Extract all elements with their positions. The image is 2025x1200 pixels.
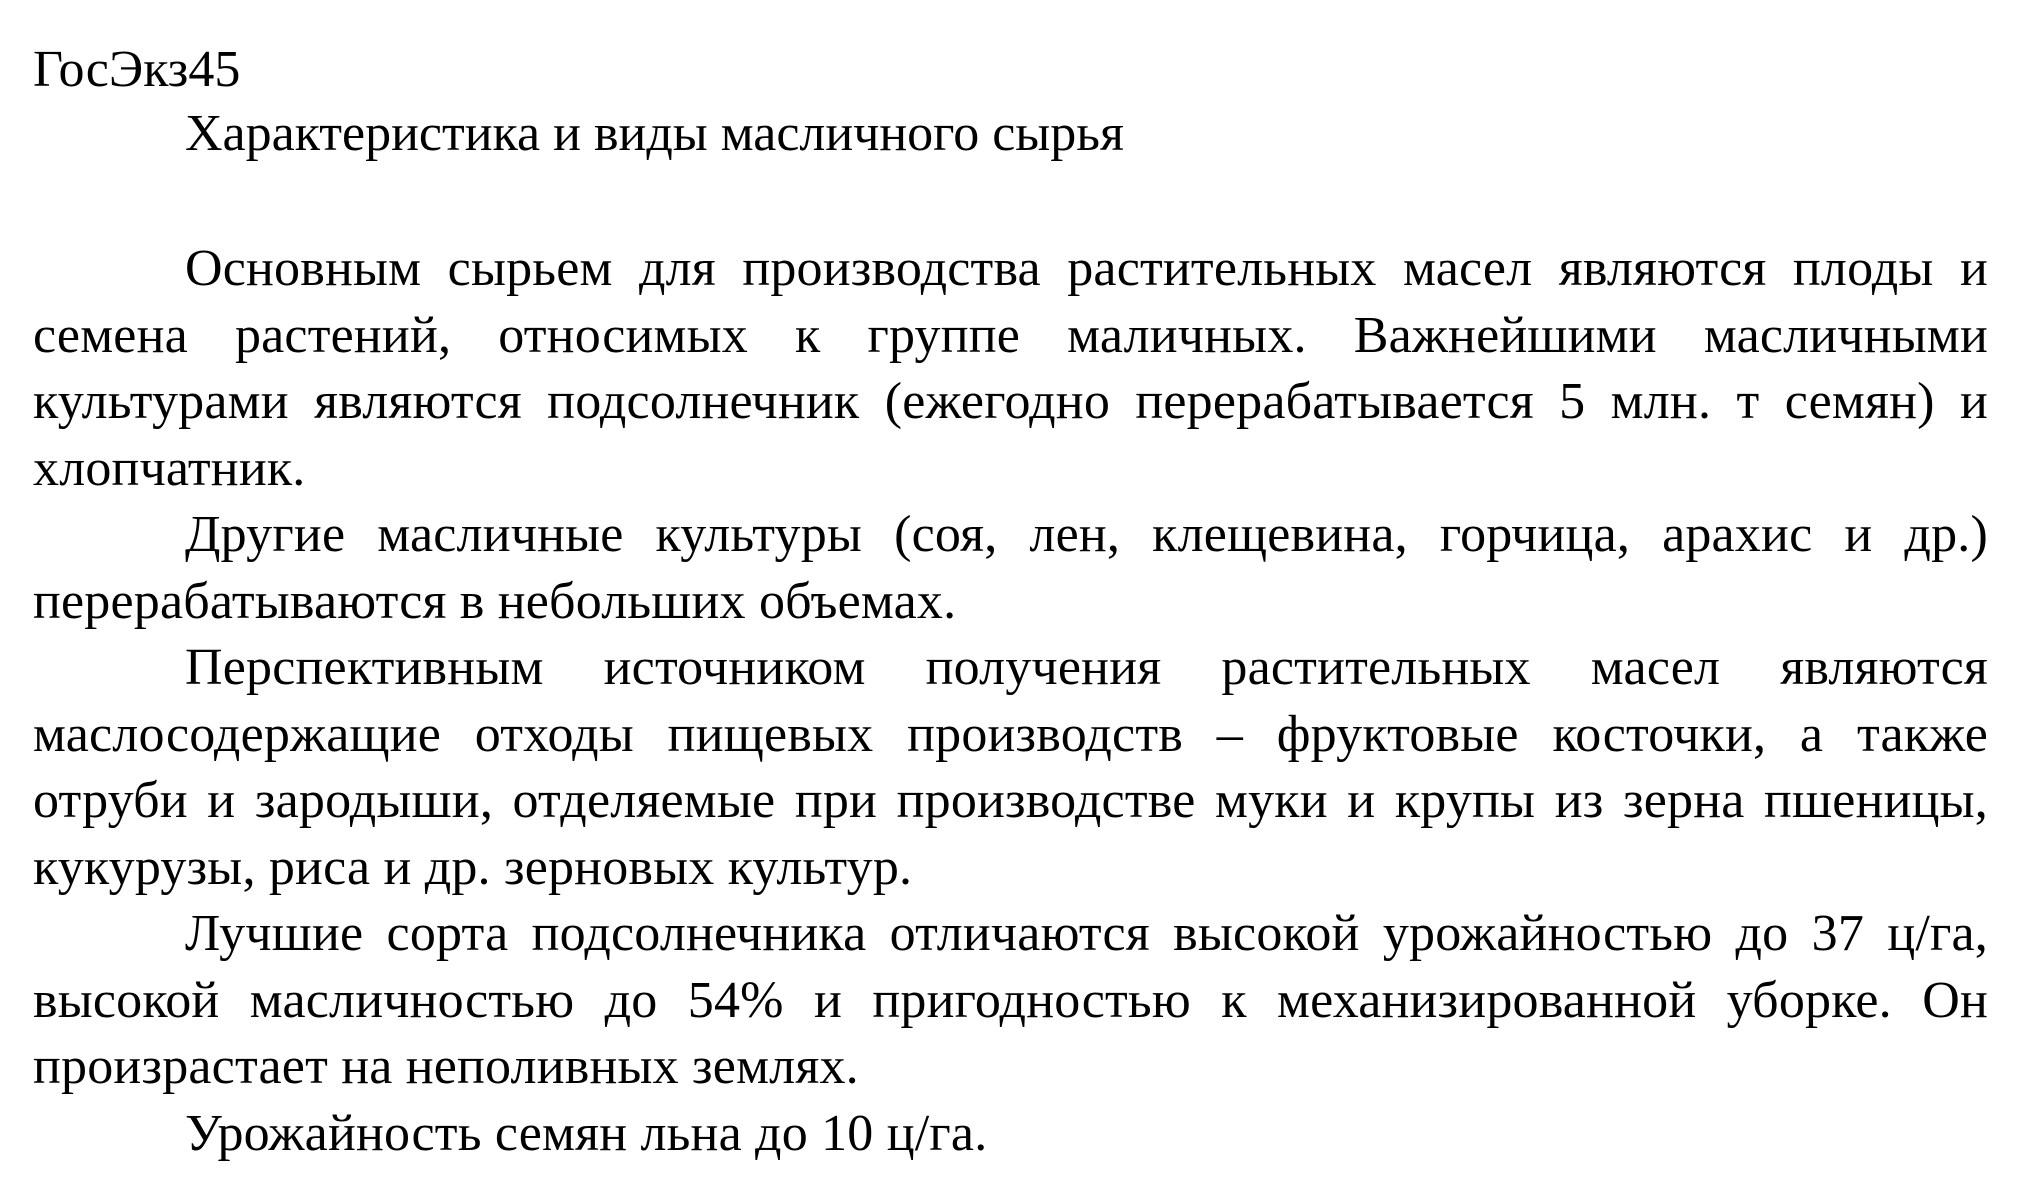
paragraph-main-raw-materials: Основным сырьем для производства растительных масел являются плоды и семена растений, относимых к группе маличных. Важнейшими масличными культурами являются подсолнечник (ежегодно перерабатывается 5 млн. т семян) и хлопчатник. [33, 240, 1988, 497]
paragraph-other-crops: Другие масличные культуры (соя, лен, клещевина, горчица, арахис и др.) перерабатываются в небольших объемах. [33, 506, 1988, 630]
paragraph-prospective-sources: Перспективным источником получения растительных масел являются маслосодержащие отходы пищевых производств – фруктовые косточки, а также отруби и зародыши, отделяемые при производстве муки и крупы из зерна пшеницы, кукурузы, риса и др. зерновых культур. [33, 639, 1988, 896]
document-content [33, 38, 1988, 1167]
document-code: ГосЭкз45 [33, 41, 241, 98]
paragraph-flax-yield: Урожайность семян льна до 10 ц/га. [185, 1104, 988, 1162]
paragraph-sunflower-varieties: Лучшие сорта подсолнечника отличаются высокой урожайностью до 37 ц/га, высокой масличностью до 54% и пригодностью к механизированной уборке. Он произрастает на неполивных землях. [33, 905, 1988, 1095]
document-title: Характеристика и виды масличного сырья [185, 105, 1124, 162]
title-spacer [33, 166, 1988, 236]
